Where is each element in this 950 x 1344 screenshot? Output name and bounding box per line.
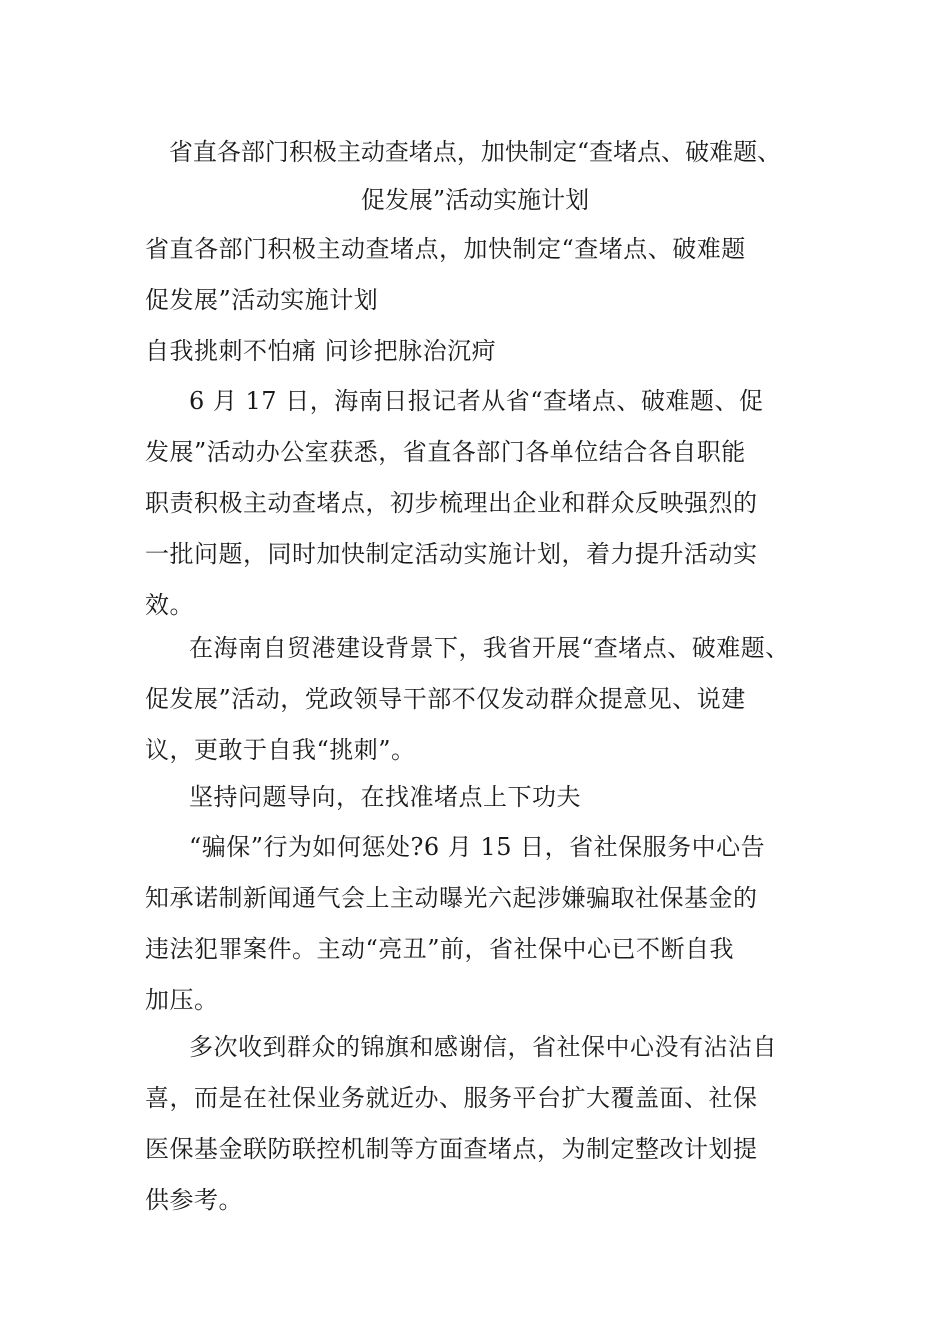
paragraph-line: 效。 [145,591,194,619]
paragraph-4 [145,822,825,1026]
repeated-title-line-1: 省直各部门积极主动查堵点，加快制定“查堵点、破难题 [145,235,746,263]
paragraph-line: 喜，而是在社保业务就近办、服务平台扩大覆盖面、社保 [145,1084,758,1112]
repeated-title [145,224,825,326]
paragraph-line: 供参考。 [145,1186,243,1214]
section-heading: 坚持问题导向，在找准堵点上下功夫 [189,783,581,811]
subheading [145,326,825,377]
paragraph-1 [145,376,825,631]
paragraph-line: 议，更敢于自我“挑刺”。 [145,736,416,764]
paragraph-line: 违法犯罪案件。主动“亮丑”前，省社保中心已不断自我 [145,935,735,963]
paragraph-line: 促发展”活动，党政领导干部不仅发动群众提意见、说建 [145,685,746,713]
paragraph-line: 发展”活动办公室获悉，省直各部门各单位结合各自职能 [145,438,746,466]
subheading-text: 自我挑刺不怕痛 问诊把脉治沉疴 [145,337,497,365]
repeated-title-line-2: 促发展”活动实施计划 [145,286,379,314]
paragraph-line: 知承诺制新闻通气会上主动曝光六起涉嫌骗取社保基金的 [145,884,758,912]
paragraph-line: “骗保”行为如何惩处?6 月 15 日，省社保服务中心告 [189,833,766,861]
paragraph-line: 在海南自贸港建设背景下，我省开展“查堵点、破难题、 [189,634,790,662]
paragraph-line: 一批问题，同时加快制定活动实施计划，着力提升活动实 [145,540,758,568]
paragraph-line: 多次收到群众的锦旗和感谢信，省社保中心没有沾沾自 [189,1033,777,1061]
paragraph-line: 职责积极主动查堵点，初步梳理出企业和群众反映强烈的 [145,489,758,517]
document-title-line-2: 促发展”活动实施计划 [360,186,590,214]
paragraph-line: 医保基金联防联控机制等方面查堵点，为制定整改计划提 [145,1135,758,1163]
paragraph-2 [145,623,825,776]
paragraph-line: 加压。 [145,986,219,1014]
paragraph-line: 6 月 17 日，海南日报记者从省“查堵点、破难题、促 [189,387,764,415]
document-title-line-1: 省直各部门积极主动查堵点，加快制定“查堵点、破难题、 [168,138,782,166]
paragraph-3-heading [145,772,825,823]
paragraph-5 [145,1022,825,1226]
